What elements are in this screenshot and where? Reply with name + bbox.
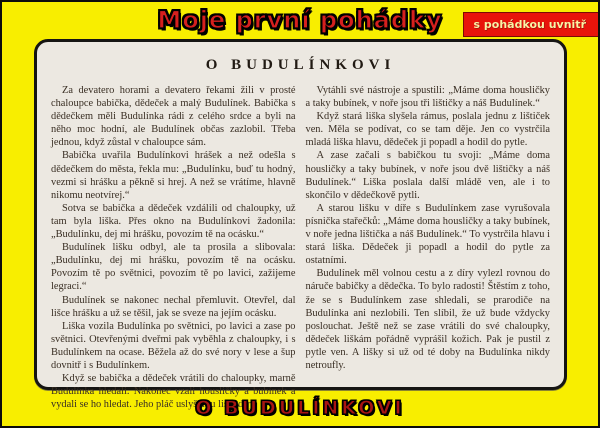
story-paragraph: Budulínek měl volnou cestu a z díry vylezl rovnou do náruče babičky a dědečka. To bylo radosti! Štěstím z toho, že se s Budulínkem zase shledali, se prarodiče na Budulínka ani nezlobili. Ten slíbil, že už bude vždycky poslouchat. Ještě než se zase vrátili do své chaloupky, dědeček liškám pořádně vyprášil kožich. Pak je pustil z pytle ven. A lišky si už od té doby na Budulínka nikdy netroufly. <box>305 268 550 371</box>
story-paragraph: Když stará liška slyšela rámus, poslala jednu z lištiček ven. Měla se podívat, co se tam děje. Jen co vystrčila mladá liška hlavu, dědeček ji popadl a hodil do pytle. <box>305 111 550 149</box>
story-paragraph: Vytáhli své nástroje a spustili: „Máme doma housličky a taky bubínek, v noře jsou tři lištičky a náš Budulínek.“ <box>305 85 550 110</box>
story-paragraph: Budulínek lišku odbyl, ale ta prosila a slibovala: „Budulínku, dej mi hrášku, povozím tě na ocásku. Povozím tě po světnici, povozím tě po lavici, zažijeme legraci.“ <box>51 242 296 293</box>
story-paragraph: A zase začali s babičkou tu svoji: „Máme doma housličky a taky bubínek, v noře jsou dvě lištičky a náš Budulínek.“ Liška poslala další mládě ven, ale i to skončilo v dědečkově pytli. <box>305 150 550 201</box>
story-paragraph: Když se babička a dědeček vrátili do chaloupky, marně Budulínka hledali. Nakonec vzali housličky a bubínek a vydali se ho hledat. Jeho pláč uslyšeli u liščí díry. <box>51 373 296 411</box>
story-paragraph: Za devatero horami a devatero řekami žili v prosté chaloupce babička, dědeček a malý Budulínek. Babička s dědečkem měli Budulínka rádi z celého srdce a byli na něho moc hodní, ale Budulínek občas zazlobil. Třeba jednou, když zůstal v chaloupce sám. <box>51 85 296 149</box>
story-card <box>34 39 567 411</box>
story-paragraph: Babička uvařila Budulínkovi hrášek a než odešla s dědečkem do města, řekla mu: „Budulínku, buď tu hodný, vezmi si hrášku a pěkně si hrej. A než se vrátíme, hlavně nikomu neotvírej.“ <box>51 150 296 201</box>
story-paragraph: Liška vozila Budulínka po světnici, po lavici a zase po světnici. Otevřenými dveřmi pak vyběhla z chaloupky, i s Budulínkem na ocase. Běžela až do své nory v lese a šup dovnitř i s Budulínkem. <box>51 320 296 371</box>
book-title: Moje první pohádky <box>157 6 443 34</box>
corner-badge <box>463 12 598 37</box>
story-paragraph: Sotva se babička a dědeček vzdálili od chaloupky, už tam byla liška. Přes okno na Budulínkovi žadonila: „Budulínku, dej mi hrášku, povozím tě na ocásku.“ <box>51 202 296 241</box>
story-title: O BUDULÍNKOVI <box>205 57 396 73</box>
story-paragraph: A starou lišku v díře s Budulínkem zase vyrušovala písnička stařečků: „Máme doma housličky a taky bubínek, v noře jedna lištička a náš Budulínek.“ To vystrčila hlavu i stará liška. Dědeček ji popadl a hodil do pytle za ostatními. <box>305 202 550 267</box>
story-column-left <box>51 84 296 411</box>
corner-badge-label: s pohádkou uvnitř <box>473 18 586 31</box>
story-column-right <box>306 84 551 411</box>
footer-story-title: O BUDULÍNKOVI <box>195 397 405 419</box>
story-columns <box>51 84 550 411</box>
story-paragraph: Budulínek se nakonec nechal přemluvit. Otevřel, dal lišce hrášku a už se těšil, jak se sveze na jejím ocásku. <box>51 294 296 319</box>
